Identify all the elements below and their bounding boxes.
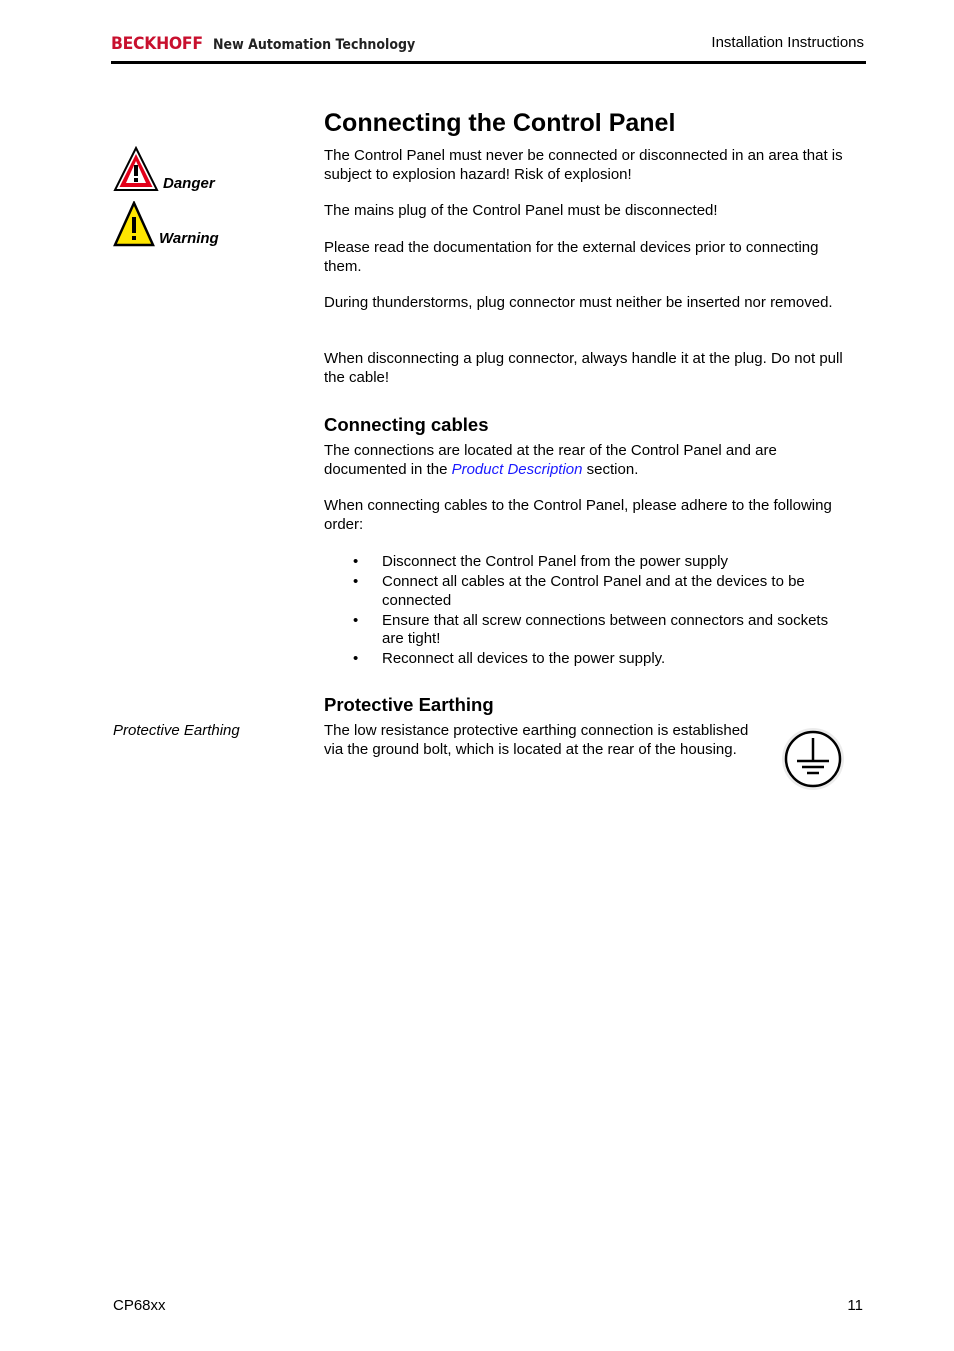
- brand-tagline: New Automation Technology: [213, 37, 416, 53]
- cables-intro: [324, 442, 859, 479]
- product-description-link[interactable]: Product Description: [451, 460, 583, 478]
- order-intro-text: When connecting cables to the Control Panel, please adhere to the following order:: [324, 497, 832, 533]
- danger-notice: [113, 146, 215, 192]
- earthing-text: The low resistance protective earthing connection is established via the ground bolt, which is located at the rear of the housing.: [324, 722, 749, 758]
- safety-paragraph: Please read the documentation for the external devices prior to connecting them.: [324, 239, 819, 275]
- list-item: • Reconnect all devices to the power supply.: [324, 650, 844, 669]
- footer-product: CP68xx: [113, 1297, 166, 1314]
- danger-icon: [113, 146, 159, 192]
- list-item: • Disconnect the Control Panel from the power supply: [324, 553, 844, 572]
- page-number: 11: [847, 1297, 863, 1314]
- cables-intro-start: The connections are located at the rear of the Control Panel and are documented in the: [324, 442, 777, 478]
- safety-block-4: [324, 294, 859, 313]
- cables-order-intro: [324, 497, 859, 534]
- cables-steps: [324, 553, 844, 669]
- safety-paragraph: The mains plug of the Control Panel must be disconnected!: [324, 202, 718, 219]
- steps-list: [324, 553, 844, 669]
- earthing-section: [324, 694, 859, 716]
- danger-label: Danger: [163, 175, 215, 192]
- cables-intro-text: [324, 442, 859, 479]
- main-content: [324, 108, 859, 138]
- list-item: • Ensure that all screw connections between connectors and sockets are tight!: [324, 612, 844, 649]
- list-item: • Connect all cables at the Control Panel and at the devices to be connected: [324, 573, 844, 610]
- earthing-side-label: Protective Earthing: [113, 722, 240, 739]
- cables-intro-end: section.: [582, 460, 639, 478]
- brand-logo: [111, 34, 438, 54]
- safety-block: [324, 147, 859, 184]
- earthing-text-block: [324, 722, 764, 759]
- header-divider: [111, 61, 866, 64]
- ground-icon: [780, 726, 846, 792]
- safety-block-5: [324, 350, 859, 387]
- brand-name: BECKHOFF: [111, 34, 203, 54]
- safety-block-3: [324, 239, 859, 276]
- warning-icon: [113, 201, 155, 247]
- page-header: [111, 30, 866, 64]
- safety-block-2: [324, 202, 859, 221]
- warning-label: Warning: [159, 230, 219, 247]
- page-title: Connecting the Control Panel: [324, 109, 676, 137]
- warning-notice: [113, 201, 219, 247]
- safety-paragraph: During thunderstorms, plug connector must neither be inserted nor removed.: [324, 294, 833, 311]
- cables-heading: Connecting cables: [324, 414, 489, 435]
- safety-paragraph: The Control Panel must never be connected or disconnected in an area that is subject to explosion hazard! Risk of explosion!: [324, 147, 843, 183]
- section-title: Installation Instructions: [711, 34, 864, 51]
- safety-paragraph: When disconnecting a plug connector, always handle it at the plug. Do not pull the cable!: [324, 350, 843, 386]
- cables-section: [324, 414, 859, 436]
- earthing-heading: Protective Earthing: [324, 694, 494, 715]
